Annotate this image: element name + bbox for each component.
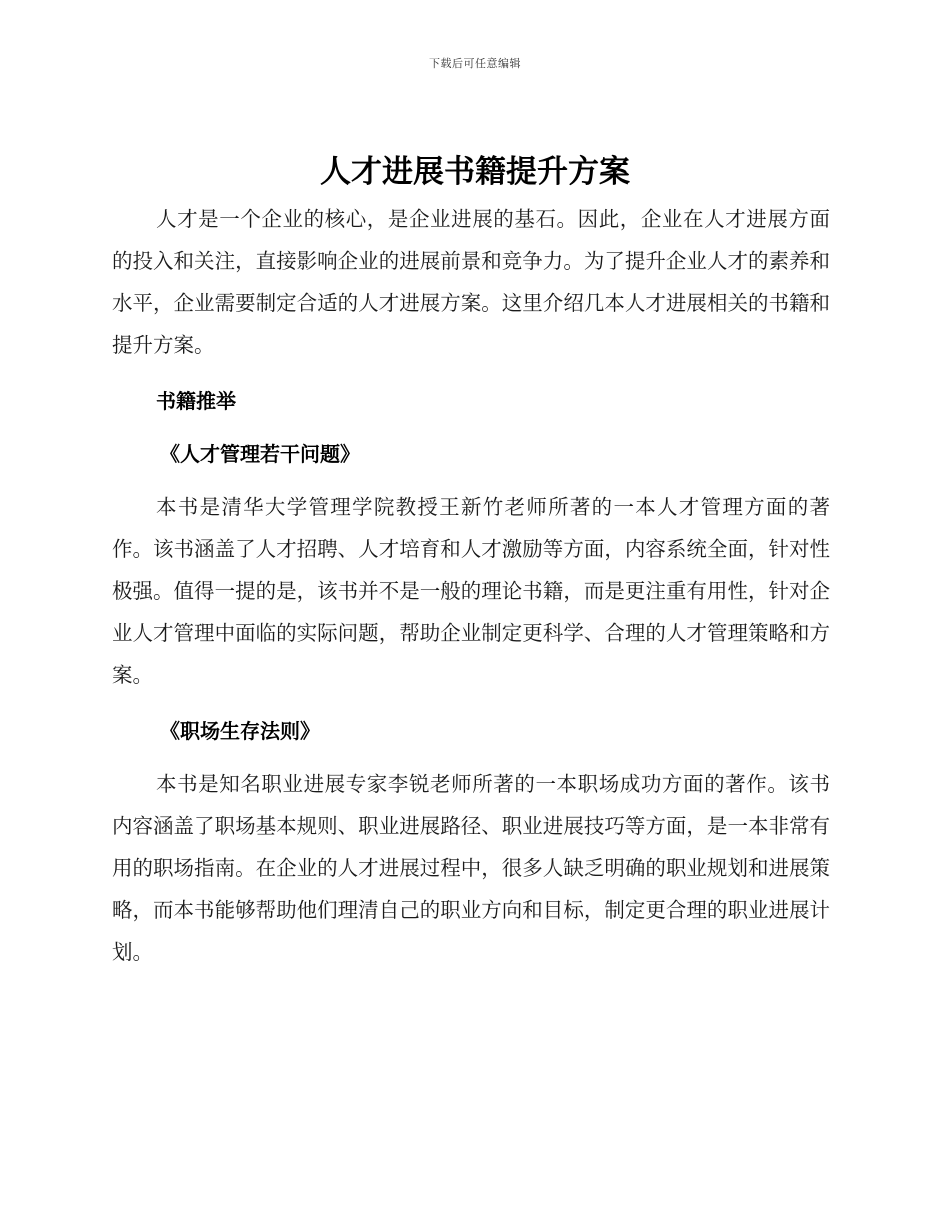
book-title: 《人才管理若干问题》 xyxy=(160,442,360,466)
document-title: 人才进展书籍提升方案 xyxy=(320,154,630,190)
intro-paragraph: 人才是一个企业的核心，是企业进展的基石。因此，企业在人才进展方面的投入和关注，直接影响企业的进展前景和竞争力。为了提升企业人才的素养和水平，企业需要制定合适的人才进展方案。这里介绍几本人才进展相关的书籍和提升方案。 xyxy=(112,207,830,357)
book-title: 《职场生存法则》 xyxy=(160,719,320,743)
book-description: 本书是清华大学管理学院教授王新竹老师所著的一本人才管理方面的著作。该书涵盖了人才招聘、人才培育和人才激励等方面，内容系统全面，针对性极强。值得一提的是，该书并不是一般的理论书籍，而是更注重有用性，针对企业人才管理中面临的实际问题，帮助企业制定更科学、合理的人才管理策略和方案。 xyxy=(112,495,830,687)
page-header-note: 下载后可任意编辑 xyxy=(429,57,521,70)
book-description: 本书是知名职业进展专家李锐老师所著的一本职场成功方面的著作。该书内容涵盖了职场基本规则、职业进展路径、职业进展技巧等方面，是一本非常有用的职场指南。在企业的人才进展过程中，很多人缺乏明确的职业规划和进展策略，而本书能够帮助他们理清自己的职业方向和目标，制定更合理的职业进展计划。 xyxy=(112,772,830,964)
document-body xyxy=(112,198,830,987)
section-heading: 书籍推举 xyxy=(156,389,236,413)
